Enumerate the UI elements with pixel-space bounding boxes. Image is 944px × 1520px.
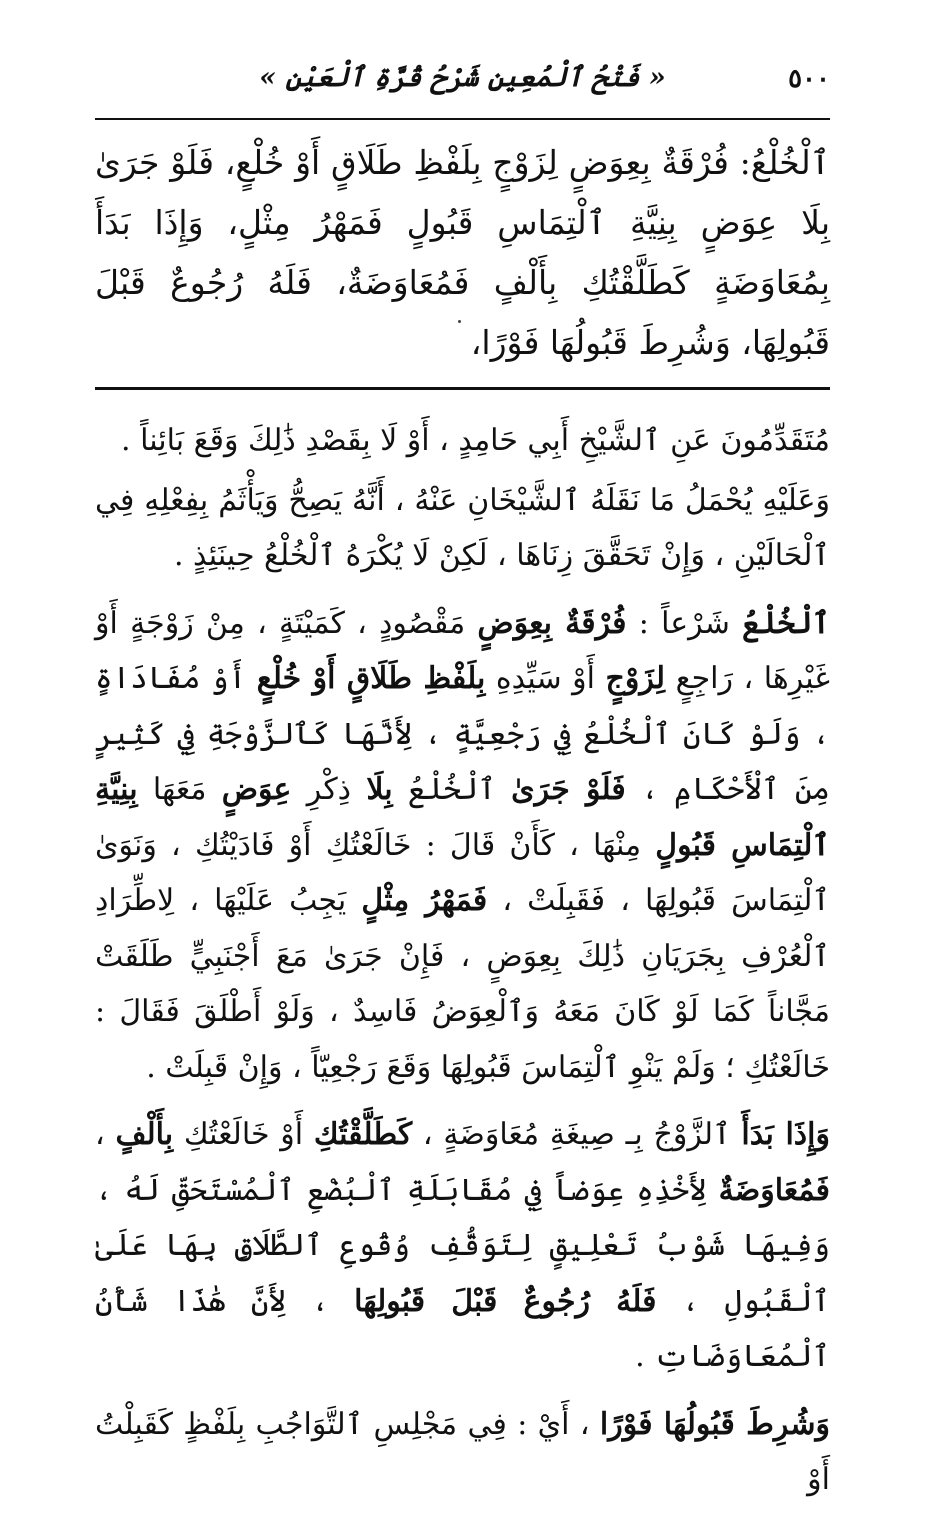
matn-quote: بِلَا xyxy=(366,772,393,807)
commentary-text: ، xyxy=(95,1117,116,1152)
matn-quote: فَمُعَاوَضَةٌ xyxy=(718,1172,830,1208)
matn-quote: فُرْقَةٌ بِعِوَضٍ xyxy=(477,605,627,641)
matn-quote: كَطَلَّقْتُكِ xyxy=(313,1117,413,1152)
ink-speck xyxy=(458,320,461,323)
commentary-text: مَقْصُودٍ ، كَمَيْتَةٍ ، مِنْ زَوْجَةٍ أَوْ غَيْرِهَا ، رَاجِعٍ xyxy=(95,605,830,696)
commentary-text: ، أَيْ : فِي مَجْلِسِ ٱلتَّوَاجُبِ بِلَفْظٍ كَقَبِلْتُ أَوْ xyxy=(95,1406,830,1497)
matn-quote: وَإِذَا بَدَأَ xyxy=(741,1117,830,1152)
matn-text: ٱلْخُلْعُ: فُرْقَةٌ بِعِوَضٍ لِزَوْجٍ بِلَفْظِ طَلَاقٍ أَوْ خُلْعٍ، فَلَوْ جَرَىٰ بِلَا عِوَضٍ بِنِيَّةِ ٱلْتِمَاسِ قَبُولٍ فَمَهْرُ مِثْلٍ، وَإِذَا بَدَأَ بِمُعَاوَضَةٍ كَطَلَّقْتُكِ بِأَلْفٍ فَمُعَاوَضَةٌ، فَلَهُ رُجُوعٌ قَبْلَ قَبُولِهَا، وَشُرِطَ قَبُولُهَا فَوْرًا، xyxy=(95,143,830,362)
running-title: « فَتْحُ ٱلْمُعِينِ شَرْحُ قُرَّةِ ٱلْعَيْنِ » xyxy=(259,62,666,93)
matn-quote: ٱلْخُلْعُ xyxy=(742,605,830,641)
commentary-text: ٱلزَّوْجُ بِـ صِيغَةِ مُعَاوَضَةٍ ، xyxy=(412,1117,742,1152)
page-number: ٥٠٠ xyxy=(788,64,830,94)
commentary-text: أَوْ خَالَعْتُكِ xyxy=(173,1117,314,1152)
commentary-text: ٱلْخُلْعُ xyxy=(392,772,512,807)
commentary-text: لِأَخْذِهِ عِوَضاً فِي مُقَابَلَةِ ٱلْبُضْعِ ٱلْمُسْتَحَقِّ لَهُ ، وَفِيهَا شَوْبُ تَعْلِيقٍ لِتَوَقُّفِ وُقُوعِ ٱلطَّلَاقِ بِهَا عَلَىٰ ٱلْقَبُولِ ، xyxy=(95,1172,830,1319)
commentary-paragraph-2: وَعَلَيْهِ يُحْمَلُ مَا نَقَلَهُ ٱلشَّيْخَانِ عَنْهُ ، أَنَّهُ يَصِحُّ وَيَأْثَمُ بِفِعْلِهِ فِي ٱلْحَالَيْنِ ، وَإِنْ تَحَقَّقَ زِنَاهَا ، لَكِنْ لَا يُكْرَهُ ٱلْخُلْعُ حِينَئِذٍ . xyxy=(95,482,830,573)
matn-quote: لِزَوْجٍ xyxy=(605,661,666,696)
matn-quote: عِوَضٍ xyxy=(221,772,292,807)
commentary-paragraph-4 xyxy=(95,1107,830,1385)
commentary-text: يَجِبُ عَلَيْهَا ، لِاطِّرَادِ ٱلْعُرْفِ بِجَرَيَانِ ذَٰلِكَ بِعِوَضٍ ، فَإِنْ جَرَىٰ مَعَ أَجْنَبِيٍّ طَلَقَتْ مَجَّاناً كَمَا لَوْ كَانَ مَعَهُ وَٱلْعِوَضُ فَاسِدٌ ، وَلَوْ أَطْلَقَ فَقَالَ : خَالَعْتُكِ ؛ وَلَمْ يَنْوِ ٱلْتِمَاسَ قَبُولِهَا وَقَعَ رَجْعِيّاً ، وَإِنْ قَبِلَتْ . xyxy=(95,883,830,1085)
commentary-text: شَرْعاً : xyxy=(626,605,743,641)
matn-quote: وَشُرِطَ قَبُولُهَا فَوْرًا xyxy=(599,1406,830,1442)
commentary-text: مَعَهَا xyxy=(137,772,222,807)
matn-quote: فَمَهْرُ مِثْلٍ xyxy=(361,883,488,918)
commentary-text: أَوْ مُفَادَاةٍ ، وَلَوْ كَانَ ٱلْخُلْعُ فِي رَجْعِيَّةٍ ، لِأَنَّهَا كَٱلزَّوْجَةِ فِي كَثِيرٍ مِنَ ٱلْأَحْكَامِ ، xyxy=(95,661,831,807)
matn-quote: فَلَهُ رُجُوعٌ قَبْلَ قَبُولِهَا xyxy=(354,1283,657,1319)
matn-quote: بِنِيَّةِ ٱلْتِمَاسِ قَبُولٍ xyxy=(95,772,830,863)
commentary-text: مِنْهَا ، كَأَنْ قَالَ : خَالَعْتُكِ أَوْ فَادَيْتُكِ ، وَنَوَىٰ ٱلْتِمَاسَ قَبُولِهَا ، فَقَبِلَتْ ، xyxy=(95,827,830,918)
commentary-paragraph-3 xyxy=(95,596,830,1096)
commentary-text: ، لِأَنَّ هَٰذَا شَأْنُ ٱلْمُعَاوَضَاتِ . xyxy=(95,1283,830,1374)
matn-quote: بِلَفْظِ طَلَاقٍ أَوْ خُلْعٍ xyxy=(256,661,486,696)
commentary-paragraph-5 xyxy=(95,1397,830,1508)
commentary-text: أَوْ سَيِّدِهِ xyxy=(485,661,606,696)
commentary xyxy=(95,413,830,1520)
matn-quote: فَلَوْ جَرَىٰ xyxy=(511,772,626,807)
header-rule xyxy=(95,118,830,120)
matn-quote: بِأَلْفٍ xyxy=(115,1117,174,1152)
page-header xyxy=(95,52,830,112)
commentary-paragraph-1: مُتَقَدِّمُونَ عَنِ ٱلشَّيْخِ أَبِي حَامِدٍ ، أَوْ لَا بِقَصْدِ ذَٰلِكَ وَقَعَ بَائِناً . xyxy=(121,423,830,458)
commentary-text: ذِكْرِ xyxy=(291,772,367,807)
matn-commentary-divider xyxy=(95,387,830,390)
